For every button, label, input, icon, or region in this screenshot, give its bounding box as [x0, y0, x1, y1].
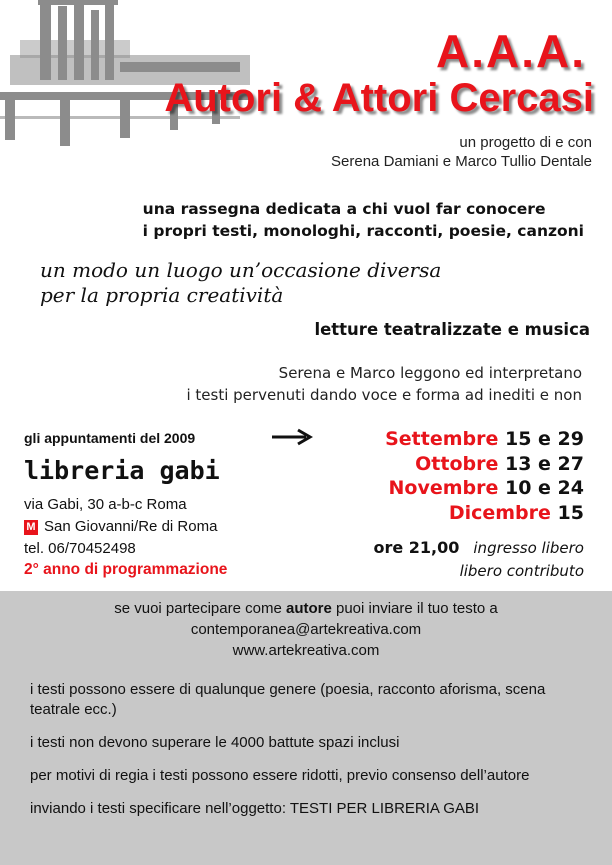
title-aaa: A.A.A.: [436, 25, 586, 77]
rule-item: i testi non devono superare le 4000 battute spazi inclusi: [30, 734, 400, 751]
appuntamenti-label: gli appuntamenti del 2009: [24, 430, 196, 446]
venue-phone: tel. 06/70452498: [24, 540, 136, 557]
motto-line-2: per la propria creatività: [40, 283, 284, 307]
contact-text-after: puoi inviare il tuo testo a: [331, 600, 498, 617]
arrow-right-icon: [270, 427, 314, 447]
schedule-days: 15: [557, 501, 584, 524]
motto-line-1: un modo un luogo un’occasione diversa: [40, 258, 442, 282]
intro-text: [143, 198, 584, 242]
rules-list: [30, 680, 590, 832]
motto: [40, 258, 441, 308]
time-info: [373, 536, 584, 583]
intro-line-2: i propri testi, monologhi, racconti, poesie, canzoni: [142, 222, 584, 240]
time-row: [373, 536, 584, 560]
entry-info: ingresso libero: [473, 539, 584, 557]
venue-name: libreria gabi: [24, 456, 220, 485]
description-line-2: i testi pervenuti dando voce e forma ad inediti e non: [186, 386, 582, 404]
rule-item: per motivi di regia i testi possono essere ridotti, previo consenso dell’autore: [30, 767, 530, 784]
schedule: [385, 427, 584, 525]
schedule-days: 13 e 27: [505, 452, 584, 475]
contact-bold-word: autore: [285, 600, 332, 617]
contact-email[interactable]: contemporanea@artekreativa.com: [190, 621, 422, 638]
schedule-row: [385, 476, 584, 501]
rule-item: inviando i testi specificare nell’oggetto: TESTI PER LIBRERIA GABI: [30, 800, 480, 817]
schedule-row: [385, 427, 584, 452]
credits: [331, 133, 592, 171]
programming-year: 2° anno di programmazione: [24, 561, 228, 578]
schedule-month: Ottobre: [415, 452, 499, 475]
subtitle: letture teatralizzate e musica: [314, 320, 590, 339]
venue-details: [24, 494, 217, 560]
metro-icon: M: [24, 520, 38, 535]
rule-item: i testi possono essere di qualunque genere (poesia, racconto aforisma, scena teatrale ecc.): [30, 681, 546, 718]
credits-line-1: un progetto di e con: [459, 134, 592, 151]
credits-line-2: Serena Damiani e Marco Tullio Dentale: [331, 153, 592, 170]
description-line-1: Serena e Marco leggono ed interpretano: [278, 364, 582, 382]
schedule-row: [385, 452, 584, 477]
schedule-days: 10 e 24: [505, 477, 584, 499]
contact-website[interactable]: www.artekreativa.com: [232, 642, 380, 659]
event-time: ore 21,00: [373, 538, 460, 557]
schedule-month: Novembre: [388, 477, 499, 499]
venue-metro-row: [24, 516, 217, 538]
schedule-month: Settembre: [385, 428, 499, 450]
description: [186, 362, 582, 406]
contact-info: [0, 598, 612, 661]
venue-address: via Gabi, 30 a-b-c Roma: [24, 496, 187, 513]
contact-line: [0, 598, 612, 619]
contact-text-before: se vuoi partecipare come: [114, 600, 286, 617]
ruins-logo-image: [0, 0, 250, 150]
schedule-month: Dicembre: [448, 501, 551, 524]
intro-line-1: una rassegna dedicata a chi vuol far conocere: [142, 200, 546, 218]
venue-metro: San Giovanni/Re di Roma: [44, 518, 218, 535]
contribution-info: libero contributo: [459, 562, 584, 580]
schedule-days: 15 e 29: [505, 428, 584, 450]
title-autori-attori: Autori & Attori Cercasi: [164, 76, 594, 120]
schedule-row: [385, 501, 584, 526]
